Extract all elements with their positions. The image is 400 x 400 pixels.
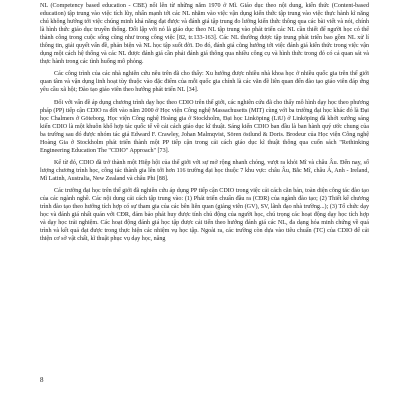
paragraph-1: NL (Competency based education - CBE) nổi lên từ những năm 1970 ở Mĩ. Giáo dục theo nội dung, kiến thức (Content-based education) tập trung vào việc tích lũy, nhấn mạnh tới các NL nhằm vào việc vận dụng kiến thức tập trung vào việc thực hành kĩ năng chú không hướng tới việc chúng minh khả năng đạt được và đánh giá tập trung đo lường kiến thức thông qua các bài viết và nói, chính là hình thức giáo dục truyền thống. Đối lập với nó là giáo dục theo NL tập trung vào phát triển các NL cần thiết để người học có thể thành công trong cuộc sống cũng như trong công việc [82, tr.133-163]. Các NL thường được tập trung phát triển bao gồm NL xử lí thông tin, giải quyết vấn đề, phản biện và NL học tập suốt đời. Do đó, đánh giá cũng hướng tới việc đánh giá kiến thức trong việc vận dụng một cách hệ thống và các NL được đánh giá cần phải đánh giá thông qua nhiều công cụ và hình thức trong đó có cả quan sát và thực hành trong các tình huống mô phỏng. [40, 3, 369, 66]
paragraph-3: Đối với vấn đề áp dụng chương trình dạy học theo CDIO trên thế giới, các nghiên cứu đã cho thấy mô hình dạy học theo phương pháp (PP) tiếp cận CDIO ra đời vào năm 2000 ở Học viện Công nghệ Massachusetts (MIT) cùng với ba trường đại học khác đó là Đại học Chalmers ở Göteborg, Học viện Công nghệ Hoàng gia ở Stockholm, Đại học Linköping (LiU) ở Linköping đã khởi xướng sáng kiến CDIO là một khuôn khổ hợp tác quốc tế về cải cách giáo dục kĩ thuật. Sáng kiến CDIO ban đầu là ban hành quý ước chung của ba trường sau đó được nhóm tác giả Edward F. Crawley, Johan Malmqvist, Sören östlund & Doris. Brodeur của Học viện Công nghệ Hoàng Gia ở Stockholm phát triển thành một PP tiếp cận trong cải cách giáo dục kĩ thuật thông qua cuốn sách "Rethinking Engineering Education The "CDIO" Approach" [73]. [40, 99, 369, 154]
page-number: 8 [40, 376, 44, 384]
paragraph-4: Kể từ đó, CDIO đã trở thành một Hiệp hội của thế giới với sự mở rộng nhanh chóng, vượt ra khỏi Mĩ và châu Âu. Đến nay, số lượng chương trình học, công tác thành gia lên tới hơn 116 trường đại học thuộc 7 khu vực: châu Âu, Bắc Mĩ, châu Á, Anh - Ireland, Mĩ Latinh, Australia, New Zealand và châu Phi [88]. [40, 159, 369, 182]
paragraph-5: Các trường đại học trên thế giới đã nghiên cứu áp dụng PP tiếp cận CDIO trong việc cải cách căn bản, toàn diện công tác đào tạo của các ngành nghề. Các nội dung cải cách tập trung vào: (1) Phát triển chuẩn đầu ra (CĐR) của ngành đào tạo; (2) Thiết kế chương trình đào tạo theo hướng tích hợp có sự tham gia của các bên liên quan (giảng viên (GV), SV, lãnh đạo nhà trường...); (3) Tổ chức dạy học và đánh giá nhất quán với CĐR, đảm bảo phát huy được tính chủ động của người học, chú trọng các hoạt động dạy học tích hợp và dạy học trải nghiệm. Các hoạt động đánh giá học tập được cải tiến theo hướng đánh giá các NL, đa dạng hóa minh chứng về quá trình và kết quả đạt được trong thực hiện các nhiệm vụ học tập. Ngoài ra, các trường còn dựa vào tiêu chuẩn (TC) của CDIO để cải thiện cơ sở vật chất, kĩ thuật phục vụ dạy học, nâng [40, 187, 369, 243]
paragraph-2: Các công trình của các nhà nghiên cứu nêu trên đã cho thấy: Xu hướng được nhiều nhà khoa học ở nhiều quốc gia trên thế giới quan tâm và vận dụng linh hoạt tùy thuộc vào đặc điểm của mỗi quốc gia chính là các văn đề liên quan đến đào tạo giáo viên đáp ứng yêu cầu xã hội; Đào tạo giáo viên theo hướng phát triển NL [34]. [40, 71, 369, 94]
